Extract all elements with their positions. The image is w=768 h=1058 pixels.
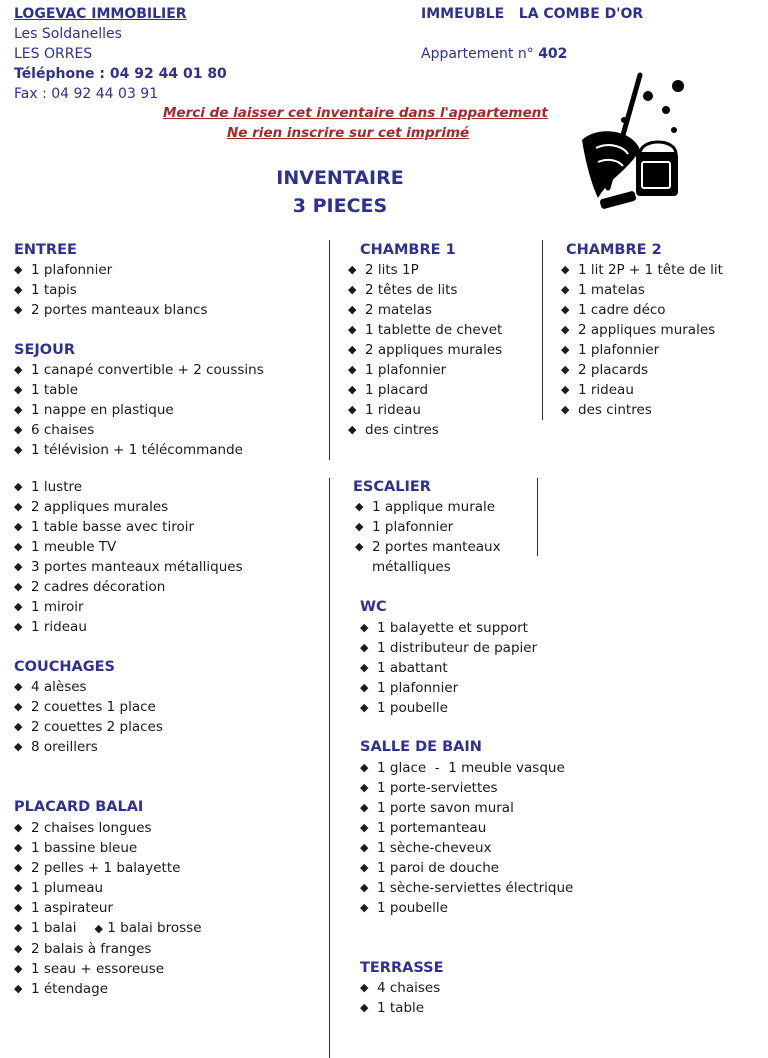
column-divider-2 — [542, 240, 543, 420]
list-item: ◆ 2 chaises longues — [14, 820, 152, 836]
list-item: ◆ 2 cadres décoration — [14, 579, 166, 595]
list-item: ◆ 2 appliques murales — [14, 499, 169, 515]
list-item: ◆ 1 paroi de douche — [360, 860, 500, 876]
list-item: ◆ 1 plafonnier — [360, 680, 459, 696]
list-couchages — [14, 677, 163, 757]
list-item: ◆ 1 télévision + 1 télécommande — [14, 442, 243, 458]
list-item: ◆ 1 poubelle — [360, 700, 448, 716]
column-divider-4 — [537, 478, 538, 556]
list-item: ◆ 1 table — [14, 382, 79, 398]
section-title-chambre-1: CHAMBRE 1 — [360, 242, 456, 258]
list-item: ◆ 1 table basse avec tiroir — [14, 519, 195, 535]
list-item: ◆ 6 chaises — [14, 422, 95, 438]
list-sejour — [14, 360, 264, 460]
list-item: ◆ 1 balayette et support — [360, 620, 528, 636]
list-item: ◆ 1 rideau — [14, 619, 87, 635]
list-item: ◆ 1 sèche-serviettes électrique — [360, 880, 574, 896]
list-item: ◆ 1 tapis — [14, 282, 77, 298]
section-title-placard-balai: PLACARD BALAI — [14, 799, 144, 815]
list-item: ◆ 1 plafonnier — [14, 262, 113, 278]
list-item: ◆ 2 placards — [561, 362, 649, 378]
list-item: ◆ 1 bassine bleue — [14, 840, 138, 856]
list-item: ◆ 1 étendage — [14, 981, 109, 997]
section-title-chambre-2: CHAMBRE 2 — [566, 242, 662, 258]
list-item: ◆ 1 portemanteau — [360, 820, 487, 836]
list-item: ◆ 3 portes manteaux métalliques — [14, 559, 243, 575]
list-item: ◆ 2 couettes 2 places — [14, 719, 163, 735]
list-item: ◆ 1 rideau — [561, 382, 634, 398]
list-item: ◆ 4 alèses — [14, 679, 87, 695]
list-wc — [360, 618, 537, 718]
list-item: ◆ 1 plafonnier — [355, 519, 454, 535]
list-item: ◆ des cintres — [348, 422, 439, 438]
column-divider-1 — [329, 240, 330, 460]
list-item: ◆ 1 porte savon mural — [360, 800, 514, 816]
section-title-salle-de-bain: SALLE DE BAIN — [360, 739, 482, 755]
list-placard-balai — [14, 818, 202, 999]
list-item: ◆ 1 poubelle — [360, 900, 448, 916]
section-title-entree: ENTREE — [14, 242, 77, 258]
list-terrasse — [360, 978, 440, 1018]
section-title-escalier: ESCALIER — [353, 479, 431, 495]
fax: Fax : 04 92 44 03 91 — [14, 86, 159, 102]
list-entree — [14, 260, 207, 320]
list-salle-de-bain — [360, 758, 573, 918]
building-name: IMMEUBLE LA COMBE D'OR — [421, 6, 644, 22]
list-item: ◆ 2 balais à franges — [14, 941, 152, 957]
notice-leave: Merci de laisser cet inventaire dans l'appartement — [163, 105, 548, 121]
section-title-terrasse: TERRASSE — [360, 960, 444, 976]
list-chambre-2 — [561, 260, 723, 420]
column-divider-3 — [329, 478, 330, 1058]
list-item: ◆ 1 balai ◆ 1 balai brosse — [14, 920, 202, 936]
list-item: ◆ 2 matelas — [348, 302, 432, 318]
address-line-1: Les Soldanelles — [14, 26, 122, 42]
section-title-couchages: COUCHAGES — [14, 659, 115, 675]
list-item: ◆ 2 pelles + 1 balayette — [14, 860, 181, 876]
list-escalier — [355, 497, 501, 577]
apartment-label: Appartement n° — [421, 46, 534, 62]
list-item: ◆ 1 matelas — [561, 282, 645, 298]
list-item: ◆ 1 plafonnier — [561, 342, 660, 358]
list-item: ◆ 2 appliques murales — [348, 342, 503, 358]
list-item: ◆ 1 plafonnier — [348, 362, 447, 378]
list-item: ◆ 1 sèche-cheveux — [360, 840, 492, 856]
apartment-info — [421, 44, 567, 64]
list-item-continuation: métalliques — [372, 559, 451, 575]
list-item: ◆ 1 aspirateur — [14, 900, 114, 916]
list-item: ◆ 1 abattant — [360, 660, 448, 676]
section-title-wc: WC — [360, 599, 387, 615]
list-item: ◆ 1 lit 2P + 1 tête de lit — [561, 262, 723, 278]
apartment-number: 402 — [538, 46, 568, 62]
list-item: ◆ 1 glace - 1 meuble vasque — [360, 760, 565, 776]
list-item: ◆ 1 table — [360, 1000, 425, 1016]
list-item: ◆ 1 lustre — [14, 479, 83, 495]
list-item: ◆ 1 canapé convertible + 2 coussins — [14, 362, 264, 378]
list-sejour-continued — [14, 477, 243, 637]
list-item: ◆ 2 portes manteaux blancs — [14, 302, 208, 318]
list-item: ◆ 4 chaises — [360, 980, 441, 996]
list-item: ◆ 1 meuble TV — [14, 539, 117, 555]
list-chambre-1 — [348, 260, 502, 440]
list-item: ◆ 1 plumeau — [14, 880, 104, 896]
company-name: LOGEVAC IMMOBILIER — [14, 6, 187, 22]
list-item: ◆ 2 portes manteaux — [355, 539, 501, 555]
list-item: ◆ 1 cadre déco — [561, 302, 666, 318]
list-item: ◆ 1 placard — [348, 382, 429, 398]
list-item: ◆ 2 têtes de lits — [348, 282, 458, 298]
cleaning-bucket-mop-icon — [578, 70, 690, 218]
list-item: ◆ 1 rideau — [348, 402, 421, 418]
list-item: ◆ 1 nappe en plastique — [14, 402, 174, 418]
list-item: ◆ des cintres — [561, 402, 652, 418]
list-item: ◆ 1 distributeur de papier — [360, 640, 538, 656]
list-item: ◆ 1 seau + essoreuse — [14, 961, 165, 977]
list-item: ◆ 1 applique murale — [355, 499, 496, 515]
list-item: ◆ 1 tablette de chevet — [348, 322, 503, 338]
section-title-sejour: SEJOUR — [14, 342, 76, 358]
list-item: ◆ 2 couettes 1 place — [14, 699, 156, 715]
notice-no-write: Ne rien inscrire sur cet imprimé — [227, 125, 470, 141]
list-item: ◆ 8 oreillers — [14, 739, 98, 755]
list-item: ◆ 2 lits 1P — [348, 262, 419, 278]
list-item: ◆ 1 miroir — [14, 599, 84, 615]
list-item: ◆ 1 porte-serviettes — [360, 780, 498, 796]
phone: Téléphone : 04 92 44 01 80 — [14, 66, 227, 82]
inline-extra-item: 1 balai brosse — [107, 920, 202, 936]
inventory-subtitle: 3 PIECES — [292, 195, 388, 217]
address-line-2: LES ORRES — [14, 46, 93, 62]
inventory-title: INVENTAIRE — [276, 167, 404, 189]
list-item: ◆ 2 appliques murales — [561, 322, 716, 338]
